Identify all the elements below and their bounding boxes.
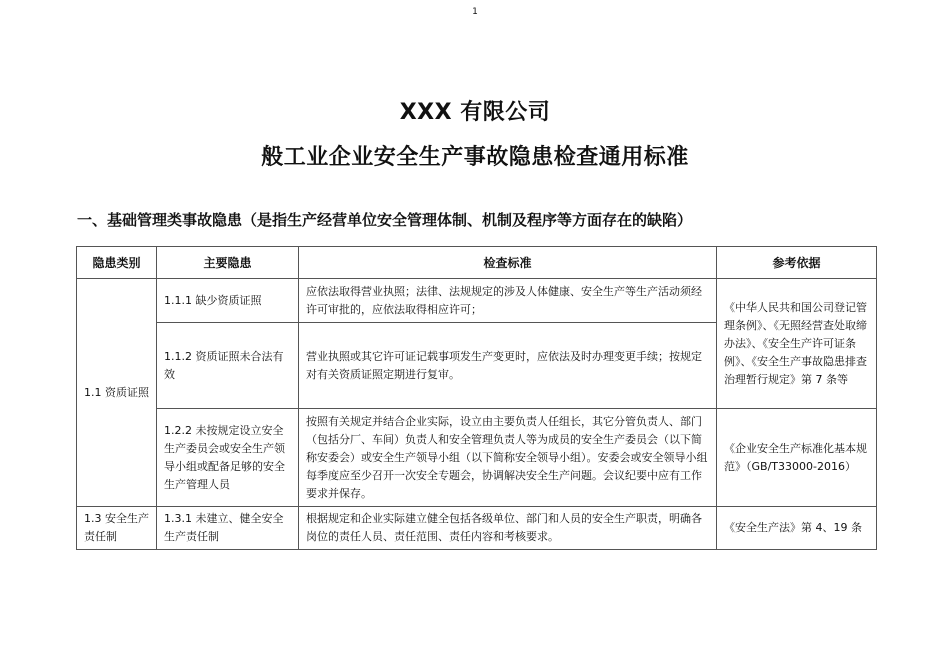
table-row: [77, 409, 877, 507]
table-header-row: [77, 247, 877, 279]
standard-cell: 根据规定和企业实际建立健全包括各级单位、部门和人员的安全生产职责，明确各岗位的责任人员、责任范围、责任内容和考核要求。: [299, 507, 717, 550]
reference-cell: 《企业安全生产标准化基本规范》（GB/T33000-2016）: [717, 409, 877, 507]
reference-cell: 《安全生产法》第 4、19 条: [717, 507, 877, 550]
document-title-company: XXX 有限公司: [399, 100, 551, 125]
hazard-cell: 1.3.1 未建立、健全安全生产责任制: [157, 507, 299, 550]
table-row: [77, 279, 877, 323]
reference-cell: 《中华人民共和国公司登记管理条例》、《无照经营查处取缔办法》、《安全生产许可证条例》、《安全生产事故隐患排查治理暂行规定》第 7 条等: [717, 279, 877, 409]
category-cell: 1.1 资质证照: [77, 279, 157, 507]
header-hazard: 主要隐患: [157, 247, 299, 279]
standard-cell: 营业执照或其它许可证记载事项发生产变更时，应依法及时办理变更手续；按规定对有关资质证照定期进行复审。: [299, 323, 717, 409]
page-number: 1: [472, 7, 478, 17]
hazard-table: [76, 246, 877, 550]
category-cell: 1.3 安全生产责任制: [77, 507, 157, 550]
standard-cell: 按照有关规定并结合企业实际，设立由主要负责人任组长，其它分管负责人、部门（包括分厂、车间）负责人和安全管理负责人等为成员的安全生产委员会（以下简称安委会）或安全生产领导小组（以下简称安全领导小组）。安委会或安全领导小组每季度应至少召开一次安全专题会，协调解决安全生产问题。会议纪要中应有工作要求并保存。: [299, 409, 717, 507]
header-standard: 检查标准: [299, 247, 717, 279]
section-heading: 一、基础管理类事故隐患（是指生产经营单位安全管理体制、机制及程序等方面存在的缺陷）: [77, 211, 693, 229]
hazard-cell: 1.1.2 资质证照未合法有效: [157, 323, 299, 409]
hazard-cell: 1.1.1 缺少资质证照: [157, 279, 299, 323]
document-title-main: 般工业企业安全生产事故隐患检查通用标准: [261, 145, 689, 170]
header-category: 隐患类别: [77, 247, 157, 279]
table-row: [77, 507, 877, 550]
standard-cell: 应依法取得营业执照；法律、法规规定的涉及人体健康、安全生产等生产活动须经许可审批的，应依法取得相应许可；: [299, 279, 717, 323]
hazard-cell: 1.2.2 未按规定设立安全生产委员会或安全生产领导小组或配备足够的安全生产管理人员: [157, 409, 299, 507]
header-reference: 参考依据: [717, 247, 877, 279]
